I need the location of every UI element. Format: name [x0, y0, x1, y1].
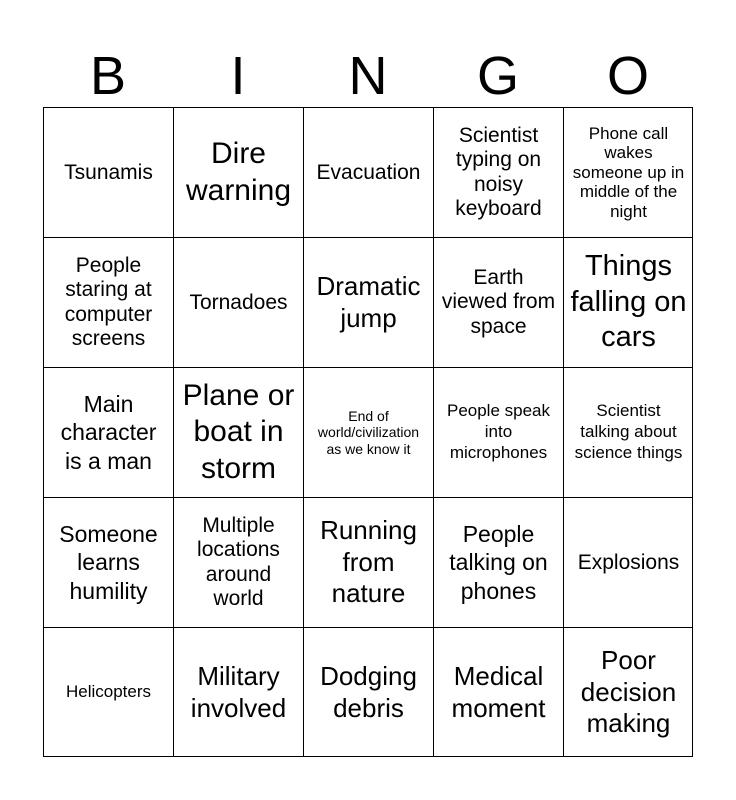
bingo-header	[43, 44, 693, 108]
cell-label: Multiple locations around world	[197, 514, 280, 610]
cell-label: Military involved	[190, 660, 287, 723]
header-letter-b: B	[89, 46, 127, 106]
bingo-cell[interactable]	[433, 627, 563, 757]
bingo-cell[interactable]	[173, 497, 303, 627]
cell-label: Running from nature	[320, 514, 417, 609]
bingo-cell[interactable]	[173, 367, 303, 497]
cell-label: Main character is a man	[60, 391, 157, 474]
cell-label: Phone call wakes someone up in middle of the night	[572, 123, 685, 221]
bingo-cell[interactable]	[43, 627, 173, 757]
cell-label: People speak into microphones	[446, 401, 551, 462]
cell-label: Tsunamis	[64, 160, 153, 184]
cell-label: Earth viewed from space	[441, 266, 556, 338]
bingo-cell[interactable]	[43, 237, 173, 367]
bingo-cell[interactable]	[173, 107, 303, 237]
cell-label: Dramatic jump	[316, 270, 421, 333]
bingo-cell[interactable]	[303, 497, 433, 627]
cell-label: End of world/civilization as we know it	[317, 408, 420, 457]
cell-label: Medical moment	[451, 660, 546, 723]
bingo-cell[interactable]	[563, 497, 693, 627]
cell-label: Poor decision making	[580, 644, 677, 739]
bingo-cell[interactable]	[173, 237, 303, 367]
cell-label: Things falling on cars	[570, 250, 687, 354]
bingo-cell[interactable]	[563, 367, 693, 497]
bingo-cell[interactable]	[303, 627, 433, 757]
cell-label: Scientist typing on noisy keyboard	[455, 124, 542, 220]
bingo-cell[interactable]	[563, 107, 693, 237]
bingo-cell[interactable]	[433, 497, 563, 627]
header-letter-n: N	[348, 46, 388, 106]
bingo-cell[interactable]	[43, 497, 173, 627]
bingo-card	[43, 107, 693, 757]
bingo-cell[interactable]	[303, 237, 433, 367]
cell-label: Dodging debris	[320, 660, 417, 723]
cell-label: Dire warning	[185, 136, 292, 207]
cell-label: Explosions	[577, 550, 680, 574]
cell-label: Scientist talking about science things	[574, 401, 683, 462]
bingo-cell[interactable]	[43, 367, 173, 497]
cell-label: Helicopters	[65, 682, 152, 702]
bingo-cell[interactable]	[43, 107, 173, 237]
cell-label: People staring at computer screens	[64, 254, 153, 350]
header-letter-o: O	[606, 46, 649, 106]
bingo-cell[interactable]	[433, 367, 563, 497]
header-letter-i: I	[230, 46, 246, 106]
bingo-cell[interactable]	[433, 237, 563, 367]
cell-label: People talking on phones	[449, 521, 548, 604]
bingo-cell[interactable]	[303, 367, 433, 497]
header-letter-g: G	[476, 46, 519, 106]
bingo-cell[interactable]	[563, 627, 693, 757]
cell-label: Tornadoes	[189, 290, 288, 314]
bingo-cell[interactable]	[303, 107, 433, 237]
bingo-cell[interactable]	[173, 627, 303, 757]
cell-label: Plane or boat in storm	[182, 378, 295, 485]
bingo-cell[interactable]	[563, 237, 693, 367]
bingo-cell[interactable]	[433, 107, 563, 237]
cell-label: Someone learns humility	[59, 521, 158, 604]
cell-label: Evacuation	[316, 160, 421, 184]
